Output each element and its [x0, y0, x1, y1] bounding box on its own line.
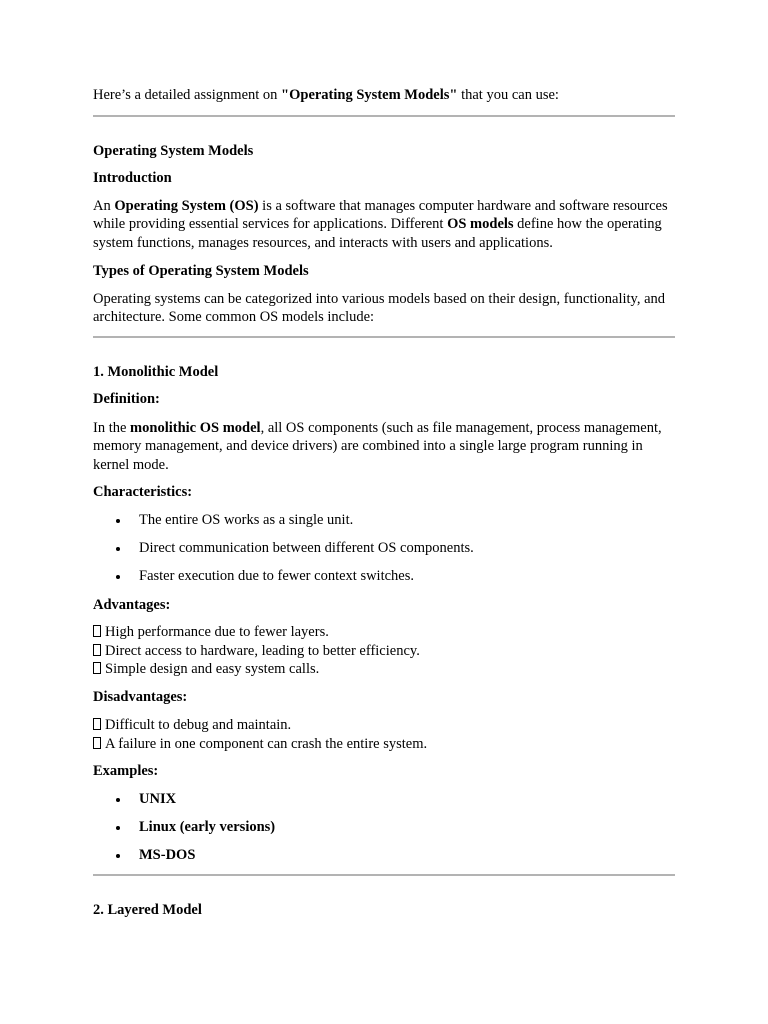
advantage-line: [93, 642, 675, 661]
introduction-heading: Introduction: [93, 170, 172, 186]
missing-glyph-icon: [93, 625, 101, 637]
definition-paragraph: [93, 419, 675, 475]
list-item: The entire OS works as a single unit.: [93, 511, 675, 530]
advantages-block: [93, 623, 675, 679]
bold-term: Operating System (OS): [114, 197, 259, 214]
missing-glyph-icon: [93, 718, 101, 730]
text-run: In the: [93, 419, 131, 436]
advantage-text: Simple design and easy system calls.: [105, 661, 320, 677]
advantage-line: [93, 660, 675, 679]
document-body: [93, 86, 675, 919]
bold-term: monolithic OS model: [130, 419, 261, 436]
divider: [93, 336, 675, 338]
bold-term: OS models: [447, 216, 514, 232]
divider: [93, 874, 675, 876]
examples-list: [93, 790, 675, 865]
missing-glyph-icon: [93, 644, 101, 656]
disadvantage-text: Difficult to debug and maintain.: [105, 717, 292, 733]
types-heading: Types of Operating System Models: [93, 263, 309, 279]
text-run: An: [93, 197, 115, 214]
intro-prefix: Here’s a detailed assignment on: [93, 87, 282, 103]
disadvantage-line: [93, 716, 675, 735]
disadvantages-label: Disadvantages:: [93, 688, 188, 705]
list-item: MS-DOS: [93, 846, 675, 865]
disadvantage-text: A failure in one component can crash the entire system.: [105, 735, 428, 752]
disadvantage-line: [93, 735, 675, 754]
intro-suffix: that you can use:: [457, 87, 559, 103]
advantage-text: High performance due to fewer layers.: [105, 624, 329, 640]
advantage-text: Direct access to hardware, leading to better efficiency.: [105, 642, 420, 659]
intro-line: [93, 86, 675, 105]
doc-title: Operating System Models: [93, 142, 254, 159]
disadvantages-block: [93, 716, 675, 753]
monolithic-heading: 1. Monolithic Model: [93, 363, 219, 380]
text-run: define how the operating system functions, manages resources, and interacts with users and applications.: [93, 216, 662, 251]
introduction-paragraph: [93, 197, 675, 253]
examples-label: Examples:: [93, 763, 159, 779]
advantages-label: Advantages:: [93, 596, 171, 613]
missing-glyph-icon: [93, 737, 101, 749]
list-item: Direct communication between different OS components.: [93, 539, 675, 558]
list-item: Linux (early versions): [93, 818, 675, 837]
text-run: is a software that manages computer hardware and software resources while providing essential services for applications. Different: [93, 197, 668, 232]
text-run: , all OS components (such as file management, process management, memory management, and device drivers) are combined into a single large program running in kernel mode.: [93, 419, 662, 473]
list-item: Faster execution due to fewer context switches.: [93, 567, 675, 586]
intro-bold-title: "Operating System Models": [281, 87, 458, 103]
layered-heading: 2. Layered Model: [93, 901, 202, 918]
missing-glyph-icon: [93, 662, 101, 674]
divider: [93, 115, 675, 117]
definition-label: Definition:: [93, 391, 160, 407]
characteristics-list: [93, 511, 675, 586]
types-paragraph: Operating systems can be categorized into various models based on their design, functionality, and architecture. Some common OS models include:: [93, 290, 666, 325]
characteristics-label: Characteristics:: [93, 484, 193, 500]
list-item: UNIX: [93, 790, 675, 809]
advantage-line: [93, 623, 675, 642]
